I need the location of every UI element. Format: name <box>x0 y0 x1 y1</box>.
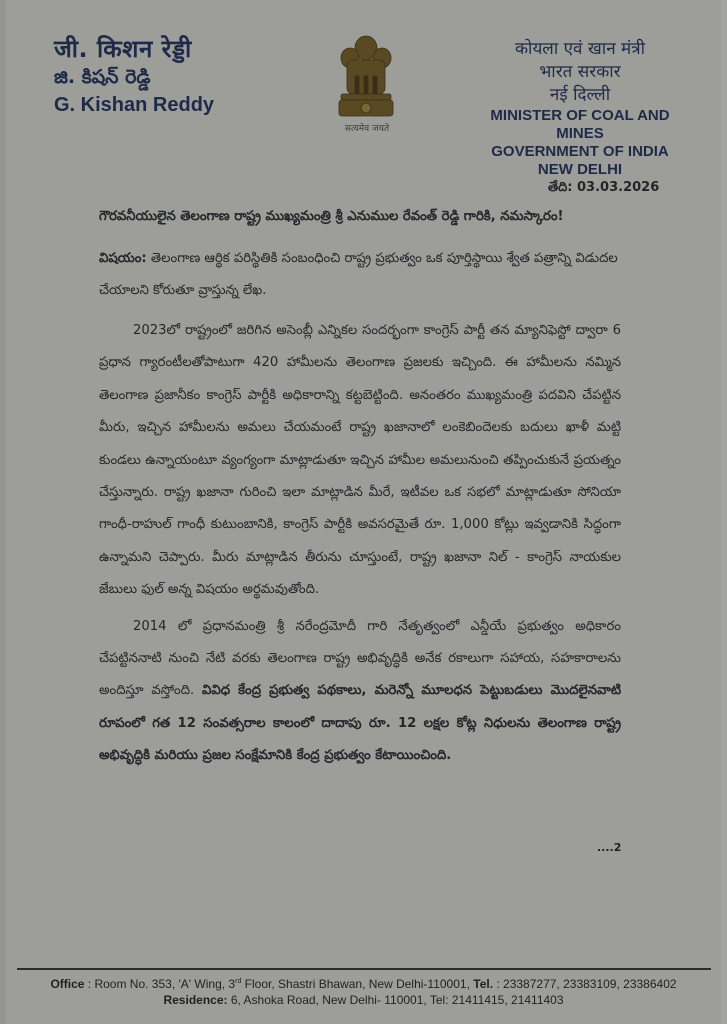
footer-divider <box>17 968 711 970</box>
office-label: Office <box>50 977 85 991</box>
ministry-title-block <box>470 38 690 179</box>
residence-label: Residence: <box>163 993 228 1007</box>
paragraph-2-regular: 2014 లో ప్రధానమంత్రి శ్రీ నరేంద్రమోదీ గారి నేతృత్వంలో ఎన్డీయే ప్రభుత్వం అధికారం చేపట్టిననాటి నుంచి నేటి వరకు తెలంగాణ రాష్ట్ర అభివృద్ధికి అనేక రకాలుగా సహాయ, సహకారాలను అందిస్తూ వస్తోంది. <box>99 618 621 699</box>
office-address-text: : Room No. 353, 'A' Wing, 3 <box>84 977 236 991</box>
office-tel-label: Tel. <box>473 977 494 991</box>
paragraph-2 <box>99 611 621 773</box>
office-address-line <box>0 974 727 992</box>
minister-name-block <box>54 34 214 118</box>
ministry-title-hindi-2: भारत सरकार <box>539 62 621 82</box>
office-tel-numbers: : 23387277, 23383109, 23386402 <box>493 977 677 991</box>
minister-name-english: G. Kishan Reddy <box>54 94 215 116</box>
residence-address-line <box>0 992 727 1008</box>
ministry-title-english-3: NEW DELHI <box>537 161 623 178</box>
salutation: గౌరవనీయులైన తెలంగాణ రాష్ట్ర ముఖ్యమంత్రి శ్రీ ఎనుముల రేవంత్ రెడ్డి గారికి, నమస్కారం! <box>99 209 564 224</box>
national-emblem-icon <box>333 30 399 130</box>
letter-body <box>99 205 621 773</box>
subject-line <box>99 243 621 307</box>
page-edge-right <box>721 0 727 1024</box>
minister-name-hindi: जी. किशन रेड्डी <box>54 35 192 63</box>
subject-label: విషయం: <box>99 251 147 266</box>
paragraph-1: 2023లో రాష్ట్రంలో జరిగిన అసెంబ్లీ ఎన్నికల సందర్భంగా కాంగ్రెస్ పార్టీ తన మ్యానిఫెస్టో ద్వారా 6 ప్రధాన గ్యారంటీలతోపాటుగా 420 హామీలను తెలంగాణ ప్రజలకు ఇచ్చింది. ఈ హామీలను నమ్మిన తెలంగాణ ప్రజానీకం కాంగ్రెస్ పార్టీకి అధికారాన్ని కట్టబెట్టింది. అనంతరం ముఖ్యమంత్రి పదవిని చేపట్టిన మీరు, ఇచ్చిన హామీలను అమలు చేయమంటే రాష్ట్ర ఖజానాలో లంకెబిందెలకు బదులు ఖాళీ మట్టి కుండలు ఉన్నాయంటూ వ్యంగ్యంగా మాట్లాడుతూ ఇచ్చిన హామీల అమలునుంచి తప్పించుకునే ప్రయత్నం చేస్తున్నారు. రాష్ట్ర ఖజానా గురించి ఇలా మాట్లాడిన మీరే, ఇటీవల ఒక సభలో మాట్లాడుతూ సోనియా గాంధీ-రాహుల్ గాంధీ కుటుంబానికి, కాంగ్రెస్ పార్టీకి అవసరమైతే రూ. 1,000 కోట్లు ఇవ్వడానికి సిద్ధంగా ఉన్నామని చెప్పారు. మీరు మాట్లాడిన తీరును చూస్తుంటే, రాష్ట్ర ఖజానా నిల్ - కాంగ్రెస్ నాయకుల జేబులు ఫుల్ అన్న విషయం అర్థమవుతోంది. <box>99 323 621 598</box>
paragraph-2-bold: వివిధ కేంద్ర ప్రభుత్వ పథకాలు, మరెన్నో మూలధన పెట్టుబడులు మొదలైనవాటి రూపంలో గత 12 సంవత్సరాల కాలంలో దాదాపు రూ. 12 లక్షల కోట్ల నిధులను తెలంగాణ రాష్ట్ర అభివృద్ధికి మరియు ప్రజల సంక్షేమానికి కేంద్ర ప్రభుత్వం కేటాయించింది. <box>99 683 622 764</box>
page-edge-left <box>0 0 6 1024</box>
emblem-motto: सत्यमेव जयते <box>344 124 390 134</box>
subject-text: తెలంగాణ ఆర్థిక పరిస్థితికి సంబంధించి రాష్ట్ర ప్రభుత్వం ఒక పూర్తిస్థాయి శ్వేత పత్రాన్ని విడుదల చేయాలని కోరుతూ వ్రాస్తున్న లేఖ. <box>99 251 618 298</box>
continued-page-marker: ....2 <box>597 841 622 854</box>
minister-name-telugu: జి. కిషన్ రెడ్డి <box>54 66 151 88</box>
floor-ordinal: rd <box>235 978 242 985</box>
office-address-text-2: Floor, Shastri Bhawan, New Delhi-110001, <box>241 977 474 991</box>
footer-address <box>0 974 727 1008</box>
ministry-title-hindi-3: नई दिल्ली <box>549 85 611 105</box>
ministry-title-english-2: GOVERNMENT OF INDIA <box>491 143 669 160</box>
ministry-title-english-1: MINISTER OF COAL AND MINES <box>490 107 670 142</box>
letter-date: తేది: 03.03.2026 <box>548 180 660 195</box>
ministry-title-hindi-1: कोयला एवं खान मंत्री <box>514 39 645 59</box>
residence-address-text: 6, Ashoka Road, New Delhi- 110001, Tel: 21411415, 21411403 <box>227 993 564 1007</box>
